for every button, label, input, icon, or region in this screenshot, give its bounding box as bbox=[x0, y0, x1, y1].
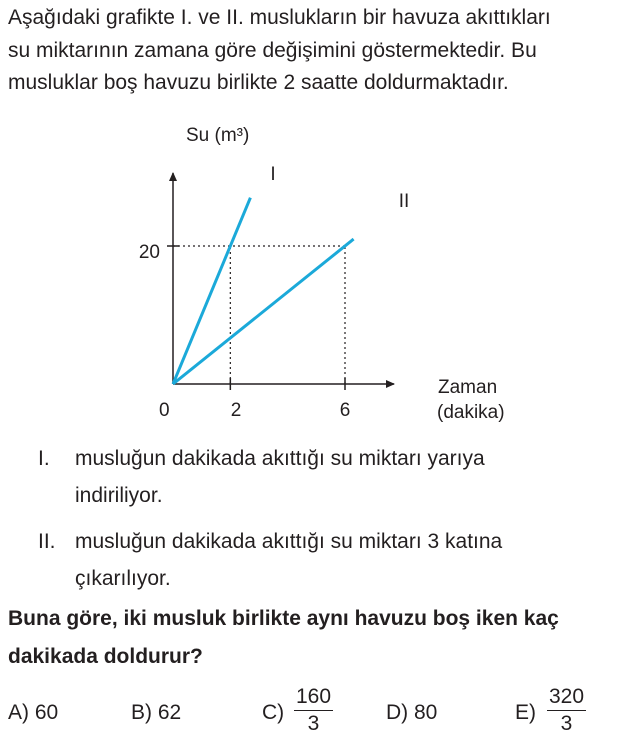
choice-e-denominator: 3 bbox=[560, 712, 573, 735]
condition-text-1-line-1: musluğun dakikada akıttığı su miktarı yarıya bbox=[75, 447, 485, 470]
choice-c-denominator: 3 bbox=[307, 712, 320, 735]
question-prompt bbox=[8, 600, 626, 676]
choice-a[interactable]: A) 60 bbox=[8, 701, 59, 724]
choice-c-fraction[interactable] bbox=[294, 685, 333, 737]
choice-d[interactable]: D) 80 bbox=[386, 701, 438, 724]
condition-item-1 bbox=[38, 440, 628, 514]
series-lines bbox=[173, 198, 354, 384]
series-label-II: II bbox=[398, 191, 410, 212]
condition-list bbox=[38, 440, 628, 597]
x-axis-label: Zaman bbox=[438, 377, 498, 398]
x-tick-label-6: 6 bbox=[339, 400, 351, 421]
intro-line-1: Aşağıdaki grafikte I. ve II. muslukların bir havuza akıttıkları bbox=[8, 6, 551, 29]
condition-number-1: I. bbox=[38, 447, 50, 470]
condition-number-2: II. bbox=[38, 530, 56, 553]
condition-text-1-line-2: indiriliyor. bbox=[75, 484, 163, 507]
question-line-2: dakikada doldurur? bbox=[8, 645, 203, 668]
choice-e-fraction[interactable] bbox=[547, 685, 586, 737]
choice-e-label[interactable]: E) bbox=[515, 701, 536, 724]
choice-e-numerator: 320 bbox=[547, 685, 586, 711]
choice-b[interactable]: B) 62 bbox=[131, 701, 182, 724]
intro-line-2: su miktarının zamana göre değişimini göstermektedir. Bu bbox=[8, 38, 537, 62]
y-axis-label: Su (m³) bbox=[186, 125, 250, 146]
x-axis-unit: (dakika) bbox=[437, 402, 505, 423]
x-tick-label-2: 2 bbox=[230, 400, 242, 421]
condition-text-2-line-1: musluğun dakikada akıttığı su miktarı 3 katına bbox=[75, 530, 503, 553]
intro-line-3: musluklar boş havuzu birlikte 2 saatte doldurmaktadır. bbox=[8, 71, 509, 94]
y-tick-label-20: 20 bbox=[138, 242, 160, 263]
question-line-1: Buna göre, iki musluk birlikte aynı havuzu boş iken kaç bbox=[8, 607, 559, 630]
condition-text-2-line-2: çıkarılıyor. bbox=[75, 567, 171, 590]
choice-c-label[interactable]: C) bbox=[262, 701, 285, 724]
series-line-I bbox=[173, 198, 250, 384]
series-line-II bbox=[173, 239, 354, 384]
series-label-I: I bbox=[270, 164, 276, 185]
choice-c-numerator: 160 bbox=[294, 685, 333, 711]
origin-label: 0 bbox=[159, 400, 170, 421]
condition-item-2 bbox=[38, 523, 628, 597]
